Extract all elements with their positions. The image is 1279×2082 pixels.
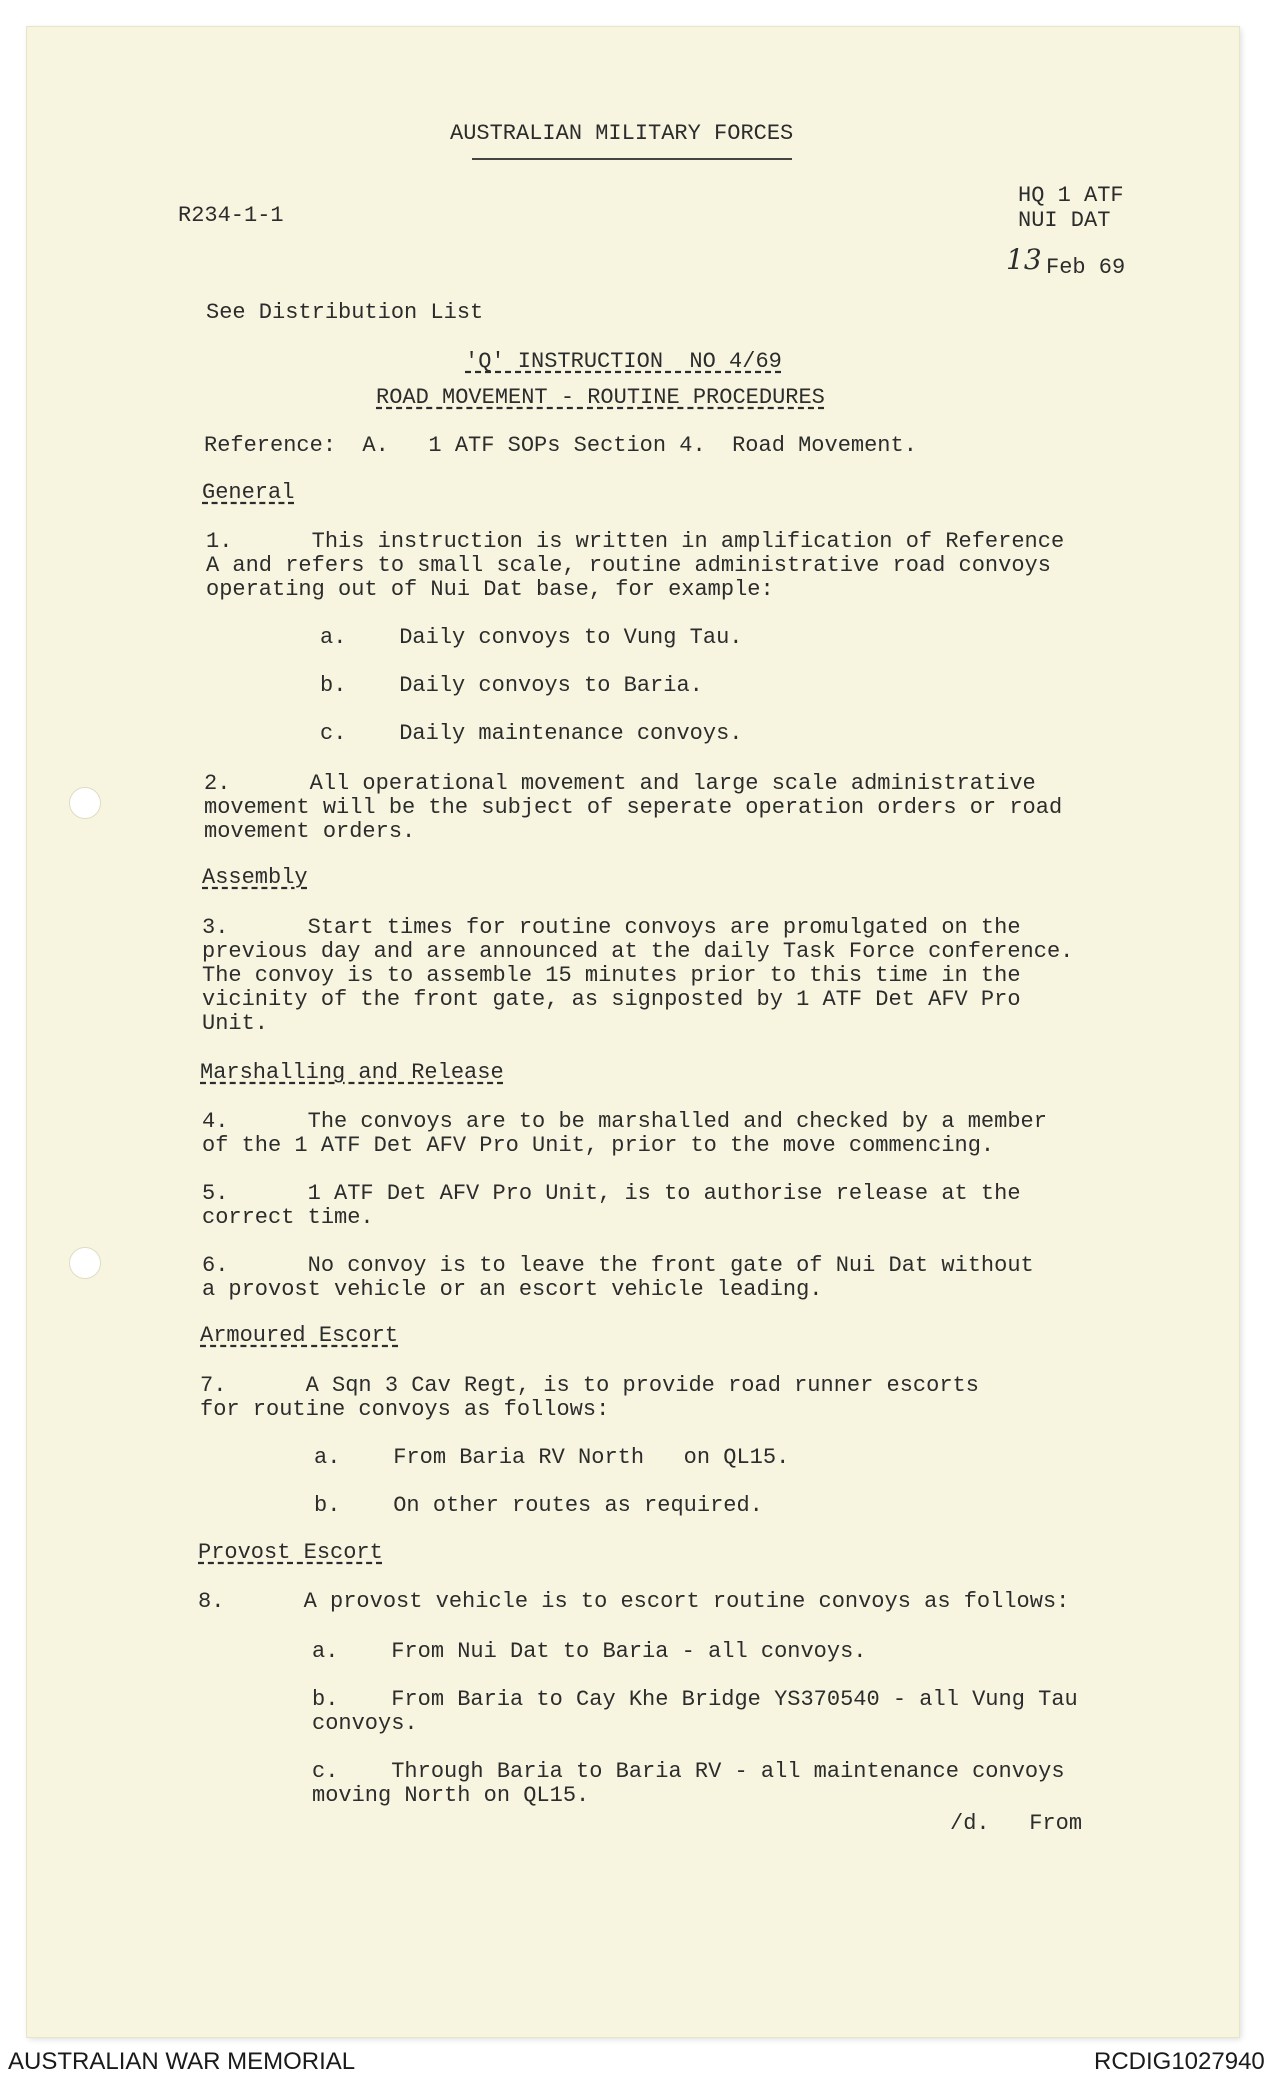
para-8: 8. A provost vehicle is to escort routine convoys as follows:: [198, 1589, 1070, 1614]
punch-hole-bottom: [69, 1247, 101, 1279]
para-4-line-2: of the 1 ATF Det AFV Pro Unit, prior to the move commencing.: [202, 1133, 995, 1158]
para-7-line-1: 7. A Sqn 3 Cav Regt, is to provide road runner escorts: [200, 1373, 979, 1398]
heading-assembly: Assembly: [202, 865, 308, 890]
date-typed: Feb 69: [1046, 255, 1126, 280]
heading-provost-escort: Provost Escort: [198, 1540, 383, 1565]
para-3-line-5: Unit.: [202, 1011, 269, 1036]
para-6-line-2: a provost vehicle or an escort vehicle leading.: [202, 1277, 823, 1302]
para-1-line-2: A and refers to small scale, routine administrative road convoys: [206, 553, 1051, 578]
para-2-line-3: movement orders.: [204, 819, 416, 844]
heading-marshalling: Marshalling and Release: [200, 1060, 504, 1085]
para-7-line-2: for routine convoys as follows:: [200, 1397, 610, 1422]
para-3-line-3: The convoy is to assemble 15 minutes prior to this time in the: [202, 963, 1021, 988]
para-1-item-a: a. Daily convoys to Vung Tau.: [320, 625, 743, 650]
para-8-item-b-line-2: convoys.: [312, 1711, 418, 1736]
para-8-item-a: a. From Nui Dat to Baria - all convoys.: [312, 1639, 867, 1664]
footer-id: RCDIG1027940: [1094, 2048, 1265, 2075]
heading-armoured-escort: Armoured Escort: [200, 1323, 399, 1348]
para-2-line-2: movement will be the subject of seperate operation orders or road: [204, 795, 1063, 820]
footer-source: AUSTRALIAN WAR MEMORIAL: [8, 2048, 356, 2075]
org-heading: AUSTRALIAN MILITARY FORCES: [450, 121, 794, 146]
para-1-item-b: b. Daily convoys to Baria.: [320, 673, 703, 698]
para-7-item-a: a. From Baria RV North on QL15.: [314, 1445, 790, 1470]
para-6-line-1: 6. No convoy is to leave the front gate of Nui Dat without: [202, 1253, 1034, 1278]
org-heading-underline: [472, 158, 792, 160]
date-handwritten-day: 13: [1006, 243, 1042, 276]
para-3-line-2: previous day and are announced at the daily Task Force conference.: [202, 939, 1074, 964]
para-1-line-3: operating out of Nui Dat base, for example:: [206, 577, 774, 602]
heading-general: General: [202, 480, 295, 505]
instruction-subtitle: ROAD MOVEMENT - ROUTINE PROCEDURES: [376, 385, 825, 410]
distribution-line: See Distribution List: [206, 300, 484, 325]
instruction-title: 'Q' INSTRUCTION NO 4/69: [465, 349, 782, 374]
para-8-item-c-line-2: moving North on QL15.: [312, 1783, 590, 1808]
para-4-line-1: 4. The convoys are to be marshalled and checked by a member: [202, 1109, 1047, 1134]
para-1-item-c: c. Daily maintenance convoys.: [320, 721, 743, 746]
para-3-line-1: 3. Start times for routine convoys are promulgated on the: [202, 915, 1021, 940]
para-8-item-c-line-1: c. Through Baria to Baria RV - all maintenance convoys: [312, 1759, 1065, 1784]
para-3-line-4: vicinity of the front gate, as signposted by 1 ATF Det AFV Pro: [202, 987, 1021, 1012]
punch-hole-top: [69, 787, 101, 819]
para-5-line-2: correct time.: [202, 1205, 374, 1230]
reference-line: Reference: A. 1 ATF SOPs Section 4. Road Movement.: [204, 433, 917, 458]
continuation-marker: /d. From: [950, 1811, 1083, 1836]
para-2-line-1: 2. All operational movement and large scale administrative: [204, 771, 1036, 796]
para-5-line-1: 5. 1 ATF Det AFV Pro Unit, is to authorise release at the: [202, 1181, 1021, 1206]
para-1-line-1: 1. This instruction is written in amplification of Reference: [206, 529, 1065, 554]
para-7-item-b: b. On other routes as required.: [314, 1493, 763, 1518]
para-8-item-b-line-1: b. From Baria to Cay Khe Bridge YS370540 - all Vung Tau: [312, 1687, 1078, 1712]
file-reference: R234-1-1: [178, 203, 284, 228]
hq-line-1: HQ 1 ATF: [1018, 183, 1124, 208]
hq-line-2: NUI DAT: [1018, 208, 1111, 233]
